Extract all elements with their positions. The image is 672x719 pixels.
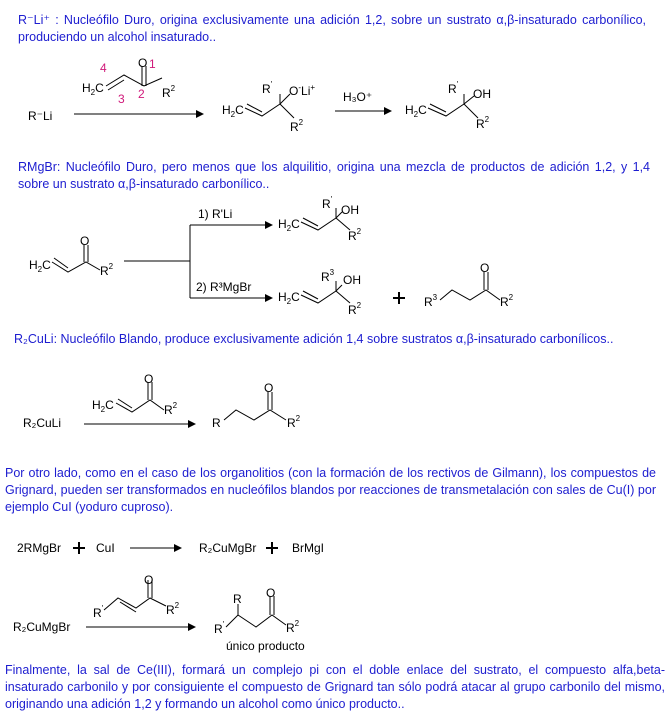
svg-text:R': R' — [214, 620, 225, 636]
svg-text:R2: $R^2$ — [286, 619, 300, 635]
svg-text:H2C: $H_2C$ — [278, 217, 300, 233]
svg-text:R2: $R^2$ — [348, 227, 362, 243]
section3-text: R₂CuLi: Nucleófilo Blando, produce exclusivamente adición 1,4 sobre sustratos α,β-insaturado carbonílicos.. — [14, 332, 614, 346]
bromomagnesium-iodide: BrMgI — [292, 541, 325, 555]
svg-text:R2: $R^2$ — [100, 262, 114, 278]
svg-text:R': R' — [322, 195, 333, 211]
svg-text:O: O — [138, 56, 148, 70]
cuprate-grignard-reagent: R₂CuMgBr — [13, 620, 71, 634]
svg-text:3: 3 — [118, 92, 125, 106]
svg-text:R2: $R^2$ — [166, 601, 180, 617]
svg-text:R2: $R^2$ — [287, 414, 301, 430]
svg-text:R': R' — [262, 80, 273, 96]
svg-text:R2: $R^2$ — [500, 293, 514, 309]
svg-text:2: 2 — [138, 87, 145, 101]
svg-text:O: O — [144, 372, 154, 386]
svg-text:O: O — [264, 381, 274, 395]
svg-text:H2C: $H_2C$ — [278, 290, 300, 306]
cuprate-product: R₂CuMgBr — [199, 541, 257, 555]
section2-text: RMgBr: Nucleófilo Duro, pero menos que los alquilitio, origina una mezcla de productos de adición 1,2, y 1,4 sobre un sustrato α,β-insaturado carbonílico.. — [18, 160, 650, 191]
svg-text:H2C: $H_2C$ — [405, 103, 427, 119]
svg-text:R3: $R^3$ — [424, 293, 438, 309]
svg-text:O: O — [266, 586, 276, 600]
svg-text:R2: $R^2$ — [164, 401, 178, 417]
svg-text:4: 4 — [100, 61, 107, 75]
condition-2: 2) R³MgBr — [196, 280, 252, 294]
svg-text:H2C: $H_2C$ — [222, 103, 244, 119]
svg-text:R: R — [212, 416, 221, 430]
copper-iodide: CuI — [96, 541, 115, 555]
condition-1: 1) R'Li — [198, 207, 233, 221]
acid-reagent: H₃O⁺ — [343, 90, 373, 104]
section4-text: Por otro lado, como en el caso de los organolitios (con la formación de los rectivos de Gilmann), los compuestos de Grignard, pueden ser transformados en nucleófilos blandos por reacciones de transmetalación con sales de Cu(I) por ejemplo CuI (yoduro cuproso). — [5, 466, 656, 514]
svg-text:OH: OH — [341, 203, 359, 217]
svg-text:R': R' — [93, 604, 104, 620]
svg-text:OH: OH — [343, 273, 361, 287]
rli-heading: R⁻Li⁺ : — [18, 13, 59, 27]
svg-text:H2C: $H_2C$ — [29, 258, 51, 274]
svg-text:R2: $R^2$ — [162, 84, 176, 100]
svg-text:O: O — [80, 234, 90, 248]
svg-text:R': R' — [448, 80, 459, 96]
section5-text: Finalmente, la sal de Ce(III), formará un complejo pi con el doble enlace del sustrato, el compuesto alfa,beta-insaturado carbonilo y por consiguiente el compuesto de Grignard tan sólo podrá atacar al grupo carbonilo del mismo, originando una adición 1,2 y formando un alcohol como único producto.. — [5, 663, 665, 711]
svg-text:O: O — [144, 573, 154, 587]
svg-text:R3: $R^3$ — [321, 268, 335, 284]
svg-text:R2: $R^2$ — [476, 115, 490, 131]
svg-text:H2C: $H_2C$ — [92, 398, 114, 414]
svg-text:O-Li+: O-Li+ — [289, 83, 316, 98]
rli-description: Nucleófilo Duro, origina exclusivamente una adición 1,2, sobre un sustrato α,β-insaturado carbonílico, produciendo un alcohol insaturado.. — [18, 13, 646, 44]
unique-product-caption: único producto — [226, 639, 305, 653]
rli-reagent: R⁻Li — [28, 109, 53, 123]
svg-text:1: 1 — [149, 57, 156, 71]
svg-text:H2C: $H_2C$ — [82, 81, 104, 97]
svg-text:O: O — [480, 261, 490, 275]
cuprate-reagent: R₂CuLi — [23, 416, 62, 430]
svg-text:R2: $R^2$ — [348, 301, 362, 317]
svg-text:R: R — [233, 592, 242, 606]
grignard-reagent: 2RMgBr — [17, 541, 62, 555]
svg-text:R2: $R^2$ — [290, 118, 304, 134]
svg-text:OH: OH — [473, 87, 491, 101]
